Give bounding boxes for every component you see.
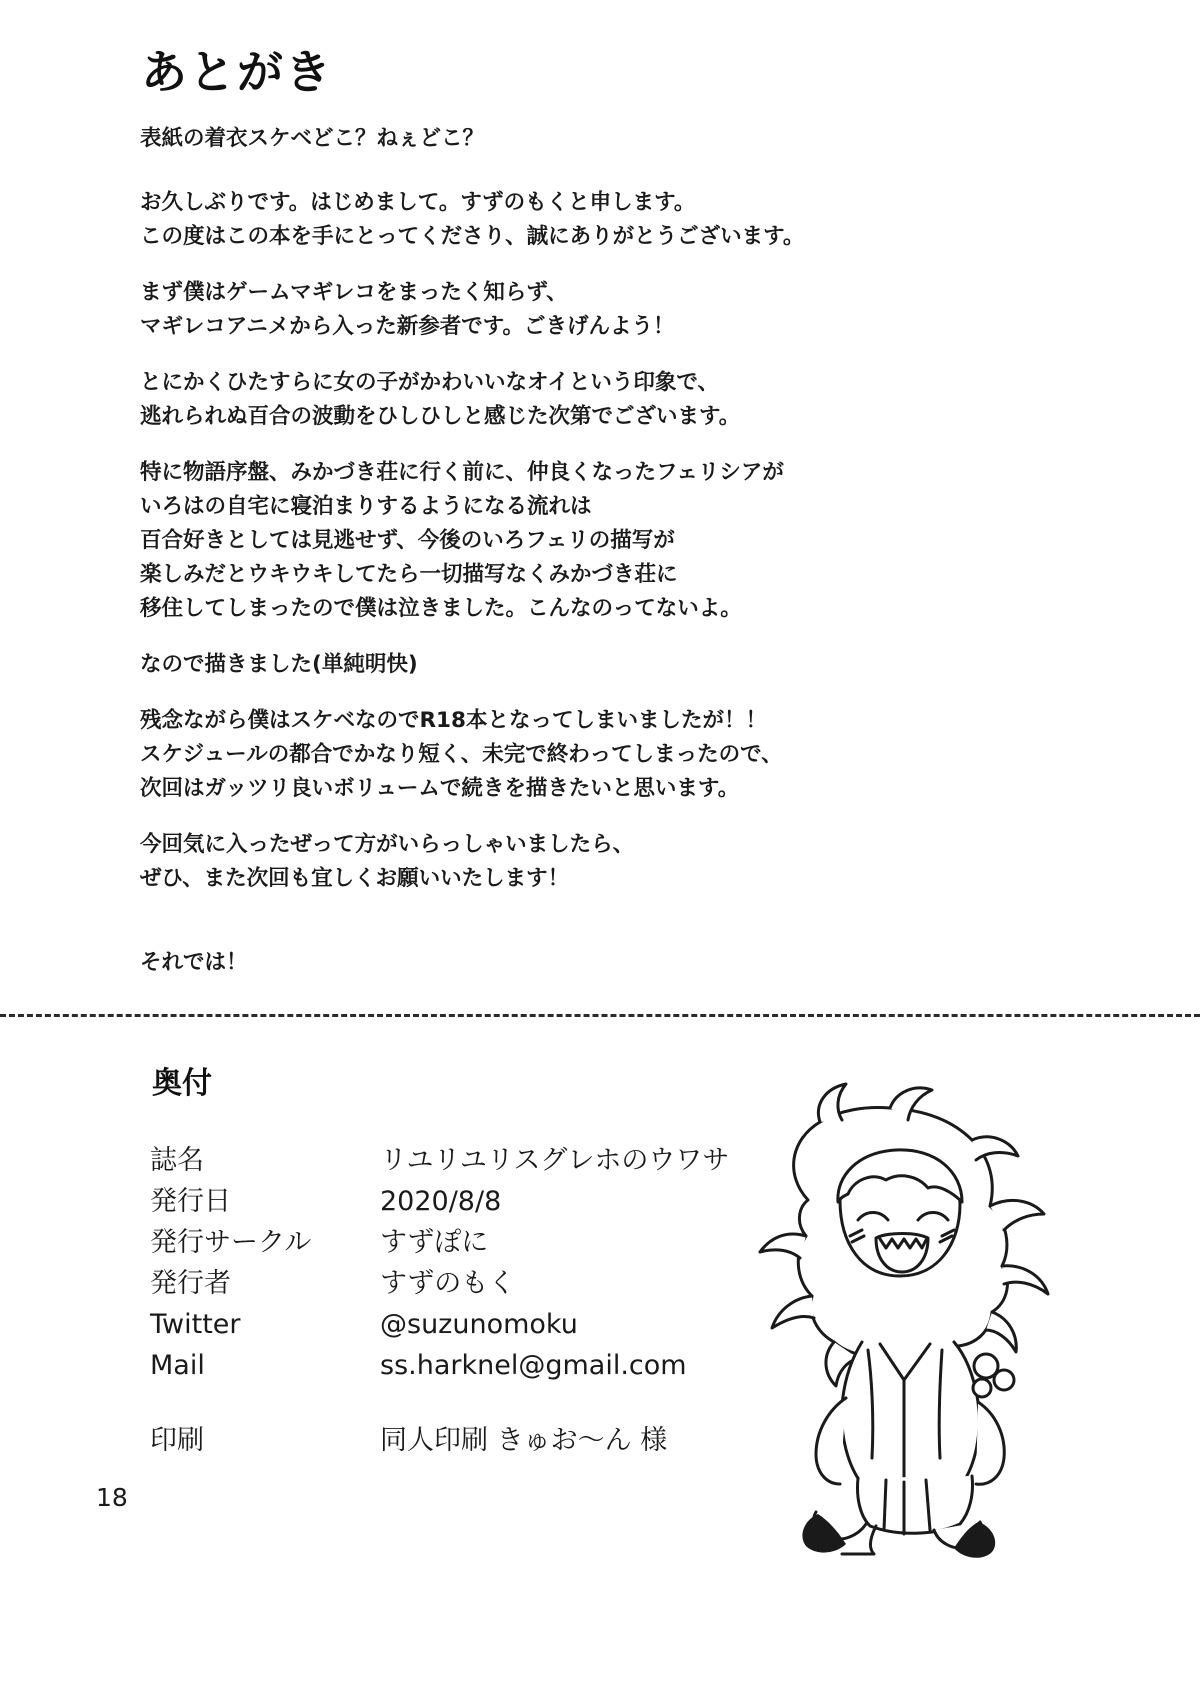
colophon-heading: 奥付: [152, 1066, 212, 1101]
print-label: 印刷: [150, 1425, 204, 1456]
afterword-paragraph: [140, 186, 1040, 254]
afterword-line: 今回気に入ったぜって方がいらっしゃいましたら、: [140, 832, 635, 857]
colophon-label: 誌名: [150, 1145, 204, 1176]
colophon-value: ss.harknel@gmail.com: [380, 1350, 687, 1381]
afterword-paragraph: [140, 366, 1040, 434]
colophon-label: Twitter: [150, 1309, 241, 1340]
table-row: [150, 1345, 729, 1386]
afterword-paragraph: [140, 704, 1040, 806]
table-row: [150, 1181, 729, 1222]
afterword-line: 移住してしまったので僕は泣きました。こんなのってないよ。: [140, 596, 742, 621]
afterword-line: スケジュールの都合でかなり短く、未完で終わってしまったので、: [140, 742, 783, 767]
chibi-character-illustration: [690, 1080, 1090, 1560]
colophon-label: 発行サークル: [150, 1227, 312, 1258]
table-row: [150, 1304, 729, 1345]
table-row: [150, 1420, 729, 1461]
afterword-line: お久しぶりです。はじめまして。すずのもくと申します。: [140, 190, 696, 215]
table-row: [150, 1222, 729, 1263]
afterword-line: 表紙の着衣スケベどこ？ねぇどこ？: [140, 126, 485, 151]
afterword-line: 次回はガッツリ良いボリュームで続きを描きたいと思います。: [140, 776, 740, 801]
afterword-body: [140, 122, 1040, 1002]
afterword-paragraph: [140, 122, 1040, 156]
afterword-line: 楽しみだとウキウキしてたら一切描写なくみかづき荘に: [140, 562, 678, 587]
colophon-label: Mail: [150, 1350, 205, 1381]
colophon-value: すずのもく: [380, 1268, 516, 1299]
afterword-paragraph: [140, 456, 1040, 626]
afterword-closing: [140, 946, 1040, 980]
colophon-label: 発行者: [150, 1268, 231, 1299]
colophon-value: リユリユリスグレホのウワサ: [380, 1145, 730, 1176]
afterword-heading: あとがき: [141, 45, 333, 99]
colophon-value: すずぽに: [380, 1227, 489, 1258]
colophon-label: 発行日: [150, 1186, 231, 1217]
afterword-line: いろはの自宅に寝泊まりするようになる流れは: [140, 494, 592, 519]
page-number: 18: [96, 1483, 128, 1512]
section-divider: [0, 1014, 1200, 1017]
afterword-line: 特に物語序盤、みかづき荘に行く前に、仲良くなったフェリシアが: [140, 460, 784, 485]
afterword-line: 百合好きとしては見逃せず、今後のいろフェリの描写が: [140, 528, 675, 553]
colophon-value: @suzunomoku: [380, 1309, 578, 1340]
table-spacer-row: [150, 1386, 729, 1420]
afterword-line: それでは！: [140, 950, 248, 975]
afterword-line: まず僕はゲームマギレコをまったく知らず、: [140, 280, 568, 305]
afterword-paragraph: [140, 648, 1040, 682]
afterword-line: ぜひ、また次回も宜しくお願いいたします！: [140, 866, 570, 891]
afterword-paragraph: [140, 276, 1040, 344]
afterword-line: マギレコアニメから入った新参者です。ごきげんよう！: [140, 314, 675, 339]
afterword-line: 逃れられぬ百合の波動をひしひしと感じた次第でございます。: [140, 404, 741, 429]
afterword-paragraph: [140, 828, 1040, 896]
table-row: [150, 1263, 729, 1304]
afterword-line: 残念ながら僕はスケベなのでR18本となってしまいましたが！！: [140, 708, 767, 733]
table-row: [150, 1140, 729, 1181]
afterword-line: とにかくひたすらに女の子がかわいいなオイという印象で、: [140, 370, 719, 395]
afterword-line: この度はこの本を手にとってくださり、誠にありがとうございます。: [140, 224, 805, 249]
print-value: 同人印刷 きゅお〜ん 様: [380, 1425, 668, 1456]
afterword-line: なので描きました(単純明快): [140, 652, 418, 677]
colophon-value: 2020/8/8: [380, 1186, 502, 1217]
colophon-table: [150, 1140, 729, 1461]
